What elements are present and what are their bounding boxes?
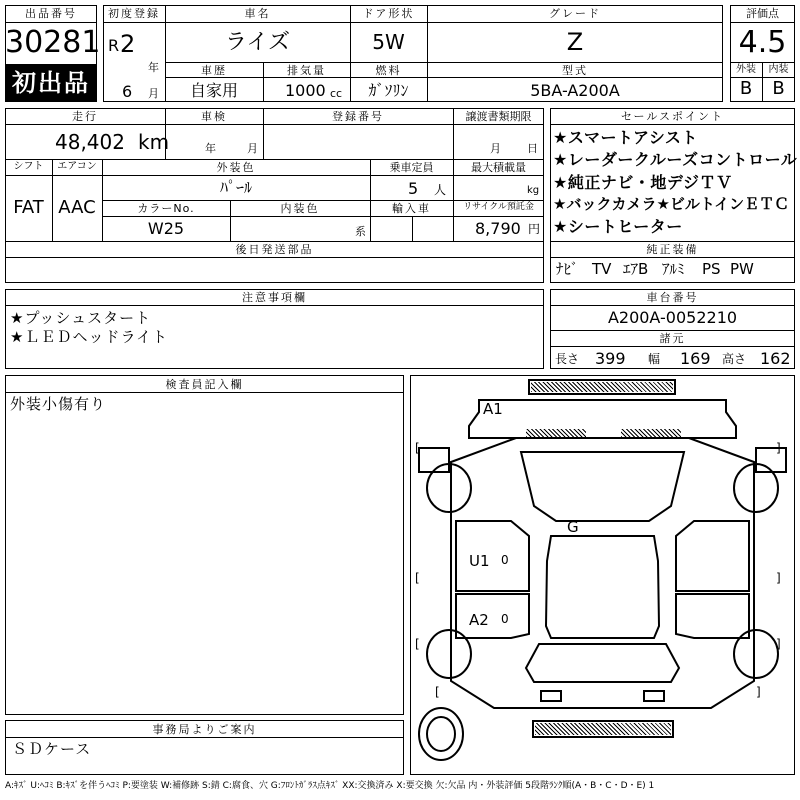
left-front-door xyxy=(456,521,529,591)
model: 5BA-A200A xyxy=(530,81,620,100)
ext-color: ﾊﾟｰﾙ xyxy=(219,178,252,197)
cc-unit: cc xyxy=(330,87,343,100)
inspection-label: 車検 xyxy=(201,110,227,123)
lot-number: 30281 xyxy=(5,25,101,60)
tail-lamp-right xyxy=(644,691,664,701)
int-grade: B xyxy=(772,78,785,99)
body-outline xyxy=(451,438,754,708)
ext-label: 外装 xyxy=(736,64,756,75)
front-bumper-hatch xyxy=(531,382,673,392)
capacity-label: 乗車定員 xyxy=(389,161,434,174)
history: 自家用 xyxy=(189,81,238,100)
equip-item: PS xyxy=(702,260,721,278)
hood xyxy=(469,400,736,438)
fuel-label: 燃料 xyxy=(375,64,402,77)
right-fender xyxy=(756,448,786,472)
regno-label: 登録番号 xyxy=(332,110,384,123)
headlight-left xyxy=(526,429,586,437)
mileage: 48,402 xyxy=(55,130,125,154)
equip-item: ﾅﾋﾞ xyxy=(556,260,579,278)
import-label: 輸入車 xyxy=(392,202,431,215)
spec-label: 諸元 xyxy=(659,332,686,345)
inspection-month-unit: 月 xyxy=(247,142,258,155)
bracket-open: [ xyxy=(435,685,440,699)
length-label: 長さ xyxy=(555,352,580,366)
right-front-door xyxy=(676,521,749,591)
color-no: W25 xyxy=(147,219,185,238)
tail-lamp-left xyxy=(541,691,561,701)
bracket-close: ] xyxy=(776,637,781,651)
bracket-open: [ xyxy=(415,571,420,585)
caution-item: ★ＬＥＤヘッドライト xyxy=(10,328,168,346)
equip-item: PW xyxy=(730,260,754,278)
length: 399 xyxy=(595,349,626,368)
car-outline-svg xyxy=(411,376,794,774)
ext-color-label: 外装色 xyxy=(216,161,256,174)
height-label: 高さ xyxy=(722,352,747,366)
ext-grade: B xyxy=(739,78,753,99)
shift-label: シフト xyxy=(13,161,44,172)
bracket-close: ] xyxy=(776,571,781,585)
wheel-rear-left xyxy=(427,630,471,678)
damage-diagram xyxy=(410,375,795,775)
left-fender xyxy=(419,448,449,472)
history-label: 車歴 xyxy=(201,64,227,77)
office-text: ＳＤケース xyxy=(12,740,92,758)
grade: Z xyxy=(566,28,584,56)
recycle-label: リサイクル預託金 xyxy=(463,202,534,212)
score-label: 評価点 xyxy=(746,7,779,20)
first-reg-label: 初度登録 xyxy=(108,7,160,20)
int-color-label: 内装色 xyxy=(280,202,320,215)
inspection-year-unit: 年 xyxy=(205,142,216,155)
width-label: 幅 xyxy=(648,352,661,366)
transfer-day: 日 xyxy=(527,142,538,155)
caution-label: 注意事項欄 xyxy=(242,291,307,304)
month-unit: 月 xyxy=(148,87,159,100)
load-unit: kg xyxy=(527,185,540,196)
height: 162 xyxy=(760,349,791,368)
equip-label: 純正装備 xyxy=(646,243,699,256)
roof xyxy=(546,536,659,638)
wheel-rear-right xyxy=(734,630,778,678)
era: R xyxy=(108,36,120,55)
bracket-open: [ xyxy=(415,441,420,455)
int-color-suffix: 系 xyxy=(355,225,366,238)
capacity-unit: 人 xyxy=(434,183,447,197)
right-rear-door xyxy=(676,594,749,638)
inspector-box xyxy=(5,375,404,715)
displacement-label: 排気量 xyxy=(287,64,326,77)
yen-unit: 円 xyxy=(528,222,541,236)
grade-label: グレード xyxy=(549,7,601,20)
equip-item: ｴｱB xyxy=(623,260,649,278)
displacement: 1000 xyxy=(285,81,326,100)
ac: AAC xyxy=(58,197,96,218)
ac-label: エアコン xyxy=(57,161,97,172)
color-no-label: カラーNo. xyxy=(137,202,195,215)
damage-mark-g: G xyxy=(567,518,579,536)
reg-year: 2 xyxy=(120,30,136,58)
sales-item: ★シートヒーター xyxy=(553,217,683,236)
legend: A:ｷｽﾞ U:ﾍｺﾐ B:ｷｽﾞを伴うﾍｺﾐ P:要塗装 W:補修跡 S:錆 C:腐食、穴 G:ﾌﾛﾝﾄｶﾞﾗｽ点ｷｽﾞ XX:交換済み X:要交換 欠:欠品 内・外装評価 5段階ﾗﾝｸ順(A・B・C・D・E) 1 xyxy=(5,781,655,791)
bracket-open: [ xyxy=(415,637,420,651)
bracket-close: ] xyxy=(776,441,781,455)
door-type: 5W xyxy=(372,30,405,54)
rear-bumper-hatch xyxy=(535,723,671,735)
equip-item: ｱﾙﾐ xyxy=(662,260,685,278)
transfer-month: 月 xyxy=(490,142,501,155)
sales-item: ★スマートアシスト xyxy=(553,128,698,147)
chassis-label: 車台番号 xyxy=(646,291,699,304)
damage-mark-a1: A1 xyxy=(483,400,503,418)
equip-item: TV xyxy=(592,260,612,278)
chassis-number: A200A-0052210 xyxy=(607,308,738,327)
sales-item: ★レーダークルーズコントロール xyxy=(553,150,798,169)
lot-label: 出品番号 xyxy=(25,7,77,20)
damage-mark-u1: U1 xyxy=(469,552,490,570)
zero-mark: 0 xyxy=(501,553,509,567)
zero-mark: 0 xyxy=(501,612,509,626)
office-label: 事務局よりご案内 xyxy=(152,723,257,736)
inspector-label: 検査員記入欄 xyxy=(165,378,244,391)
windshield xyxy=(521,452,684,521)
score: 4.5 xyxy=(738,25,787,60)
later-parts-label: 後日発送部品 xyxy=(235,243,314,256)
capacity: 5 xyxy=(408,179,419,198)
sales-item: ★バックカメラ★ビルトインＥＴＣ xyxy=(553,195,790,213)
bracket-close: ] xyxy=(756,685,761,699)
load-label: 最大積載量 xyxy=(471,161,526,174)
sales-item: ★純正ナビ・地デジＴＶ xyxy=(553,173,733,192)
car-name-label: 車名 xyxy=(244,7,271,20)
door-label: ドア形状 xyxy=(362,7,415,20)
shift: FAT xyxy=(13,197,44,218)
inspector-text: 外装小傷有り xyxy=(10,395,107,413)
spare-wheel-inner xyxy=(427,717,455,751)
caution-item: ★プッシュスタート xyxy=(10,309,152,327)
year-unit: 年 xyxy=(148,61,159,74)
fuel: ｶﾞｿﾘﾝ xyxy=(368,81,409,100)
car-name: ライズ xyxy=(224,30,291,55)
mileage-label: 走行 xyxy=(72,110,98,123)
recycle-amount: 8,790 xyxy=(475,219,521,238)
sales-label: セールスポイント xyxy=(620,110,724,123)
headlight-right xyxy=(621,429,681,437)
first-listing-badge: 初出品 xyxy=(6,65,96,101)
damage-mark-a2: A2 xyxy=(469,611,489,629)
km-unit: km xyxy=(138,130,170,154)
reg-month: 6 xyxy=(122,82,133,101)
spare-wheel xyxy=(419,708,463,760)
left-rear-door xyxy=(456,594,529,638)
model-label: 型式 xyxy=(562,64,588,77)
rear-window xyxy=(526,644,679,682)
transfer-label: 譲渡書類期限 xyxy=(465,110,532,123)
int-label: 内装 xyxy=(768,64,789,75)
width: 169 xyxy=(680,349,711,368)
